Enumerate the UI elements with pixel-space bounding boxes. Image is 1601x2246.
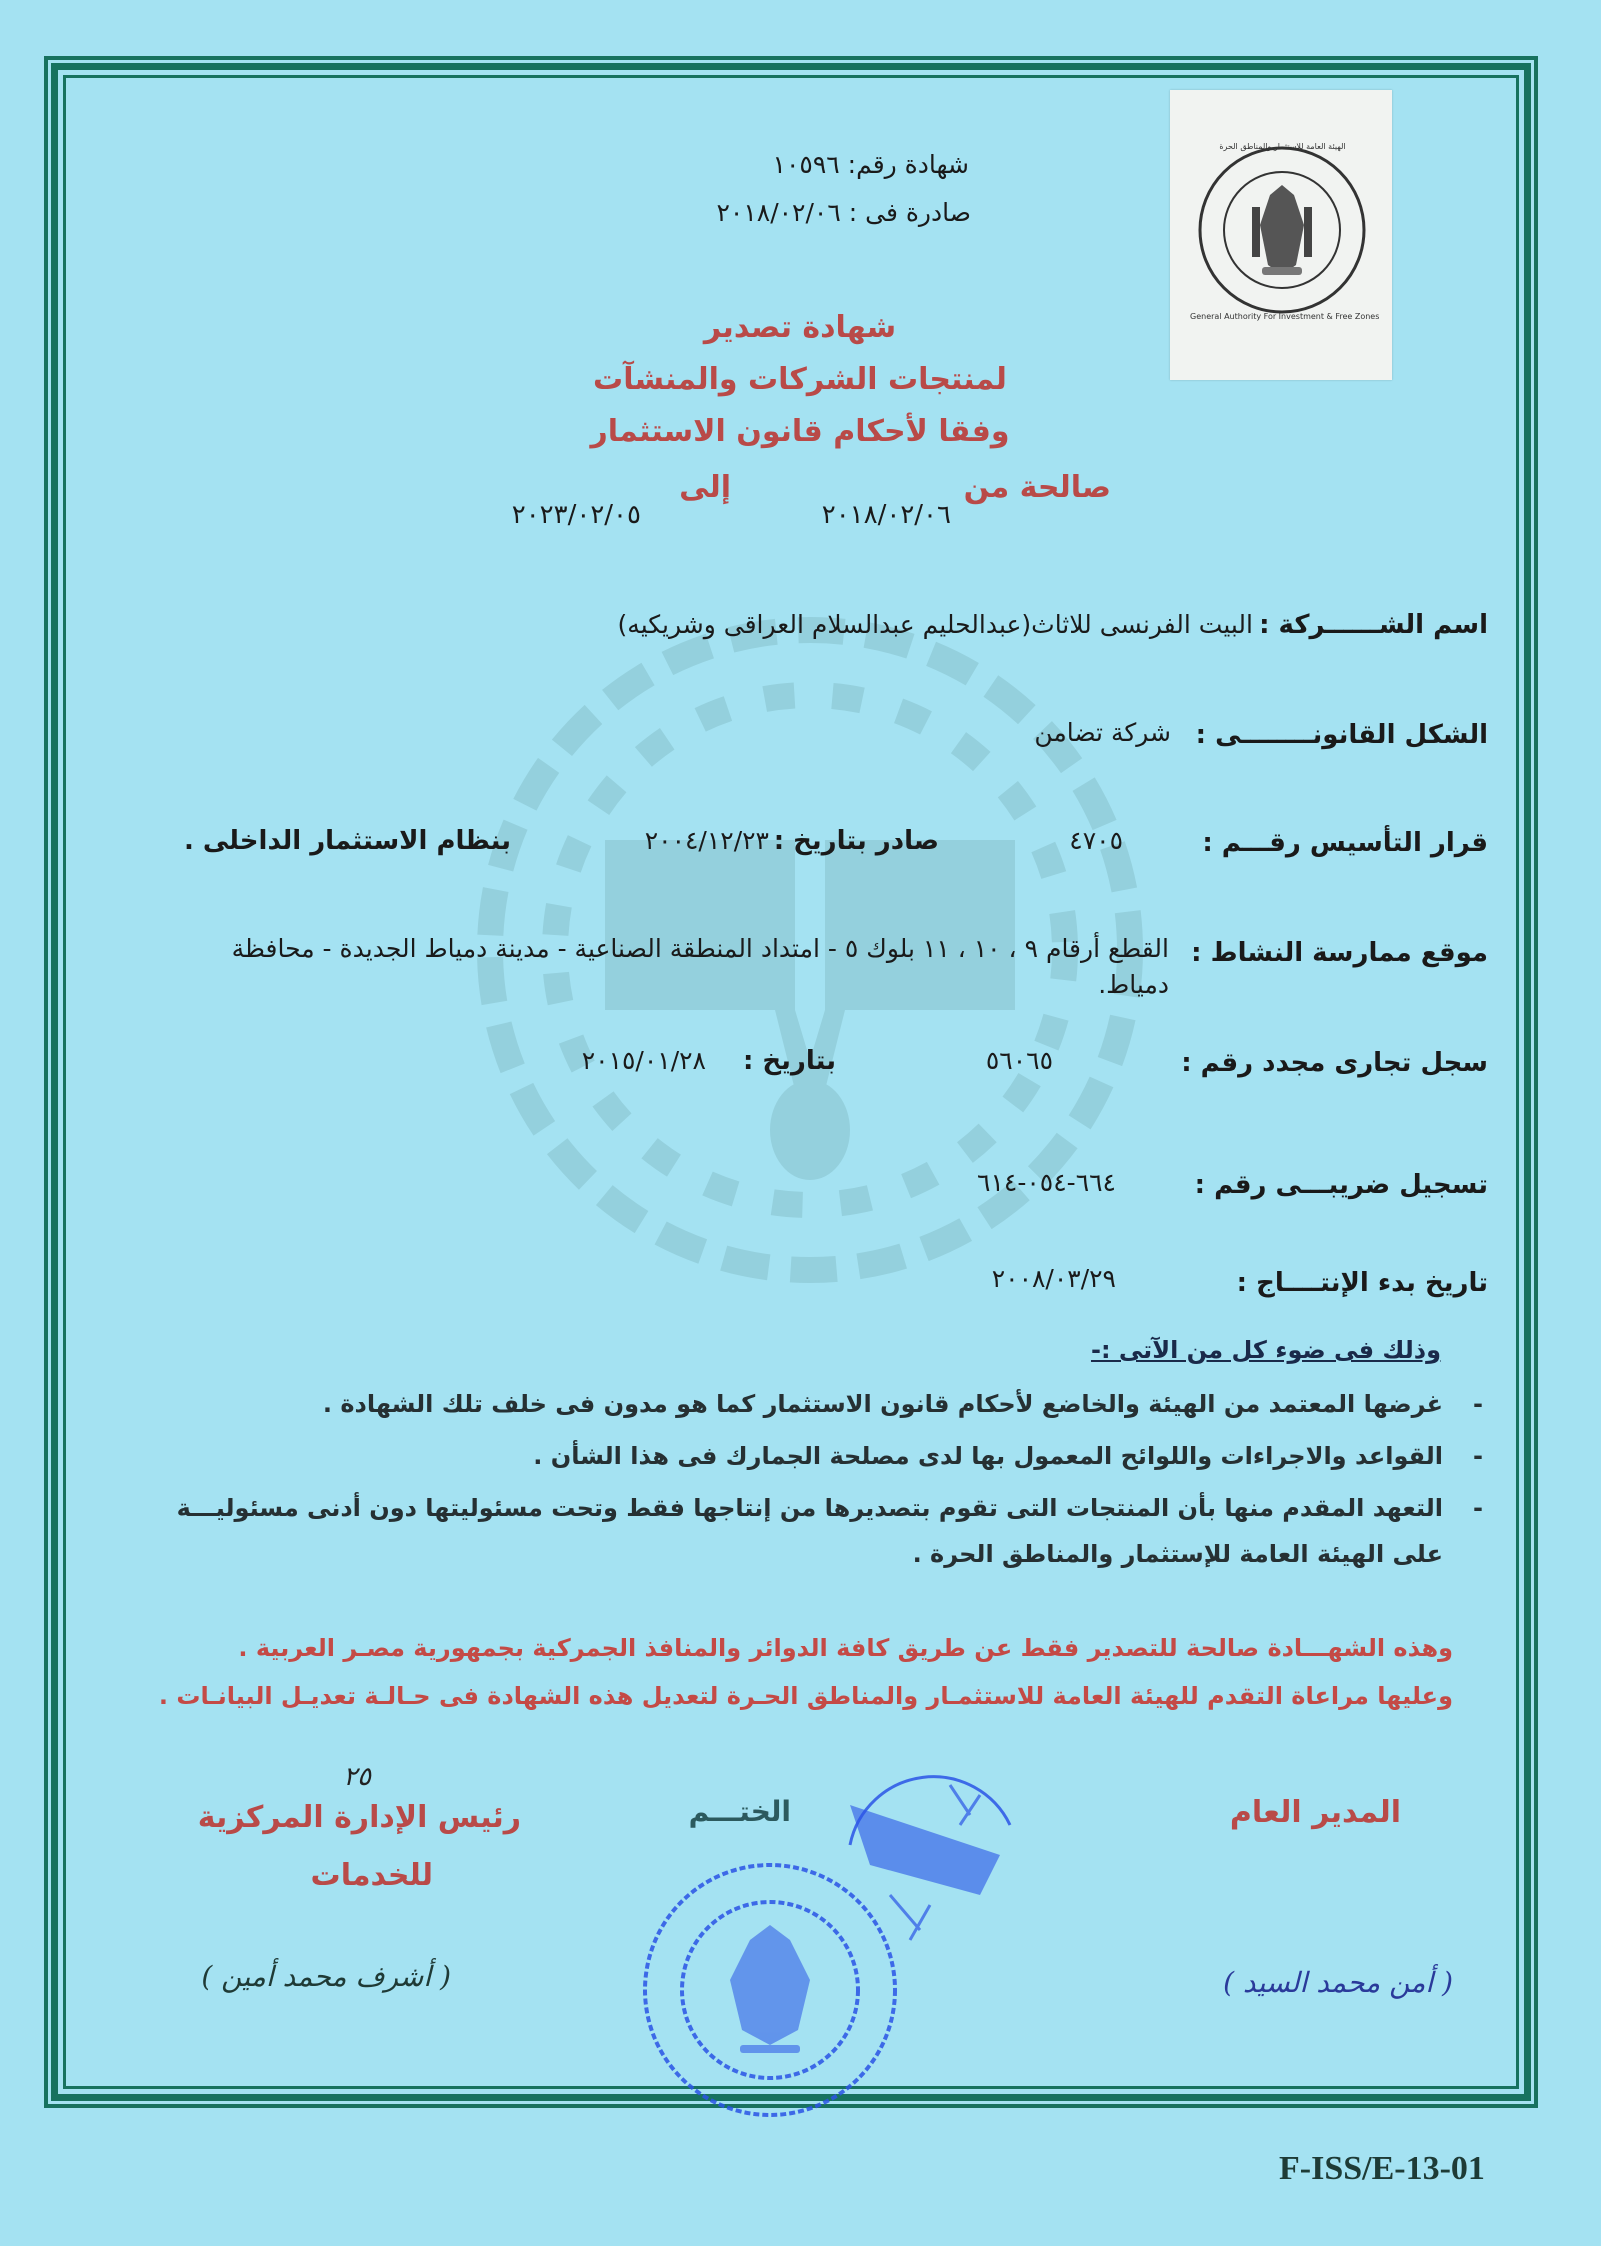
- establishment-date: ٢٠٠٤/١٢/٢٣: [644, 826, 769, 855]
- establishment-system: بنظام الاستثمار الداخلى .: [183, 826, 511, 856]
- activity-location-label: موقع ممارسة النشاط :: [1191, 938, 1488, 968]
- conditions-heading: وذلك فى ضوء كل من الآتى :-: [1090, 1336, 1441, 1364]
- condition-bullet: -: [1473, 1442, 1483, 1470]
- secondary-stamp-icon: [830, 1745, 1030, 1945]
- head-central-admin-title-2: للخدمات: [310, 1858, 433, 1893]
- condition-item: غرضها المعتمد من الهيئة والخاضع لأحكام قانون الاستثمار كما هو مدون فى خلف تلك الشهادة .: [322, 1390, 1443, 1418]
- commercial-register-number: ٥٦٠٦٥: [985, 1046, 1053, 1075]
- condition-item-continued: على الهيئة العامة للإستثمار والمناطق الحرة .: [912, 1540, 1443, 1568]
- valid-from-label: صالحة من: [963, 470, 1111, 505]
- condition-item: القواعد والاجراءات واللوائح المعمول بها لدى مصلحة الجمارك فى هذا الشأن .: [533, 1442, 1443, 1470]
- general-manager-title: المدير العام: [1229, 1795, 1401, 1830]
- valid-to-date: ٢٠٢٣/٠٢/٠٥: [511, 500, 641, 530]
- establishment-date-label: صادر بتاريخ :: [773, 826, 939, 856]
- issue-date: [717, 198, 972, 227]
- note-line-2: وعليها مراعاة التقدم للهيئة العامة للاستثمـار والمناطق الحـرة لتعديل هذه الشهادة فى حـالـة تعديـل البيانـات .: [158, 1682, 1453, 1710]
- condition-bullet: -: [1473, 1494, 1483, 1522]
- production-start-label: تاريخ بدء الإنتــــاج :: [1236, 1268, 1488, 1298]
- legal-form-label: الشكل القانونــــــــى :: [1195, 720, 1488, 750]
- head-central-admin-signature: ( أشرف محمد أمين ): [201, 1960, 451, 1993]
- certificate-subtitle-2: وفقا لأحكام قانون الاستثمار: [590, 414, 1010, 449]
- gafi-seal-icon: [1190, 135, 1380, 325]
- condition-bullet: -: [1473, 1390, 1483, 1418]
- certificate-title: شهادة تصدير: [703, 310, 897, 345]
- company-name-value: البيت الفرنسى للاثاث(عبدالحليم عبدالسلام العراقى وشريكيه): [617, 610, 1253, 639]
- activity-location-value-1: القطع أرقام ٩ ، ١٠ ، ١١ بلوك ٥ - امتداد المنطقة الصناعية - مدينة دمياط الجديدة - محافظة: [231, 934, 1169, 963]
- establishment-label: قرار التأسيس رقـــم :: [1202, 828, 1488, 858]
- certificate-subtitle-1: لمنتجات الشركات والمنشآت: [593, 362, 1007, 397]
- form-code: F-ISS/E-13-01: [1279, 2150, 1485, 2187]
- condition-item: التعهد المقدم منها بأن المنتجات التى تقوم بتصديرها من إنتاجها فقط وتحت مسئوليتها دون أدنى مسئوليـــة: [176, 1494, 1443, 1522]
- general-manager-signature: ( أمن محمد السيد ): [1223, 1966, 1453, 1999]
- commercial-register-date: ٢٠١٥/٠١/٢٨: [581, 1046, 706, 1075]
- valid-to-label: إلى: [679, 470, 731, 505]
- commercial-register-label: سجل تجارى مجدد رقم :: [1181, 1048, 1488, 1078]
- seal-english-text: General Authority For Investment & Free Zones: [1190, 312, 1380, 321]
- tax-registration-label: تسجيل ضريبـــى رقم :: [1194, 1170, 1488, 1200]
- tax-registration-value: ٦٦٤-٠٥٤-٦١٤: [977, 1168, 1116, 1197]
- valid-from-date: ٢٠١٨/٠٢/٠٦: [821, 500, 951, 530]
- commercial-register-date-label: بتاريخ :: [742, 1046, 836, 1076]
- stamp-title: الختـــم: [688, 1795, 791, 1828]
- company-name-label: اسم الشــــــركة :: [1259, 610, 1488, 640]
- production-start-value: ٢٠٠٨/٠٣/٢٩: [991, 1264, 1116, 1293]
- note-line-1: وهذه الشهـــادة صالحة للتصدير فقط عن طريق كافة الدوائر والمنافذ الجمركية بجمهورية مصـر العربية .: [238, 1634, 1453, 1662]
- legal-form-value: شركة تضامن: [1034, 718, 1171, 747]
- issue-date-label: صادرة فى :: [848, 198, 971, 227]
- head-central-admin-title: رئيس الإدارة المركزية: [197, 1800, 521, 1835]
- seal-arabic-text: الهيئة العامة للاستثمار والمناطق الحرة: [1219, 142, 1346, 151]
- certificate-number-value: ١٠٥٩٦: [772, 150, 840, 179]
- initial-mark: ٢٥: [343, 1762, 371, 1792]
- establishment-number: ٤٧٠٥: [1069, 826, 1123, 855]
- authority-seal: [1170, 90, 1392, 380]
- activity-location-value-2: دمياط.: [1098, 970, 1169, 999]
- certificate-number-label: شهادة رقم:: [847, 150, 969, 179]
- issue-date-value: ٢٠١٨/٠٢/٠٦: [716, 198, 841, 227]
- certificate-number: [773, 150, 969, 179]
